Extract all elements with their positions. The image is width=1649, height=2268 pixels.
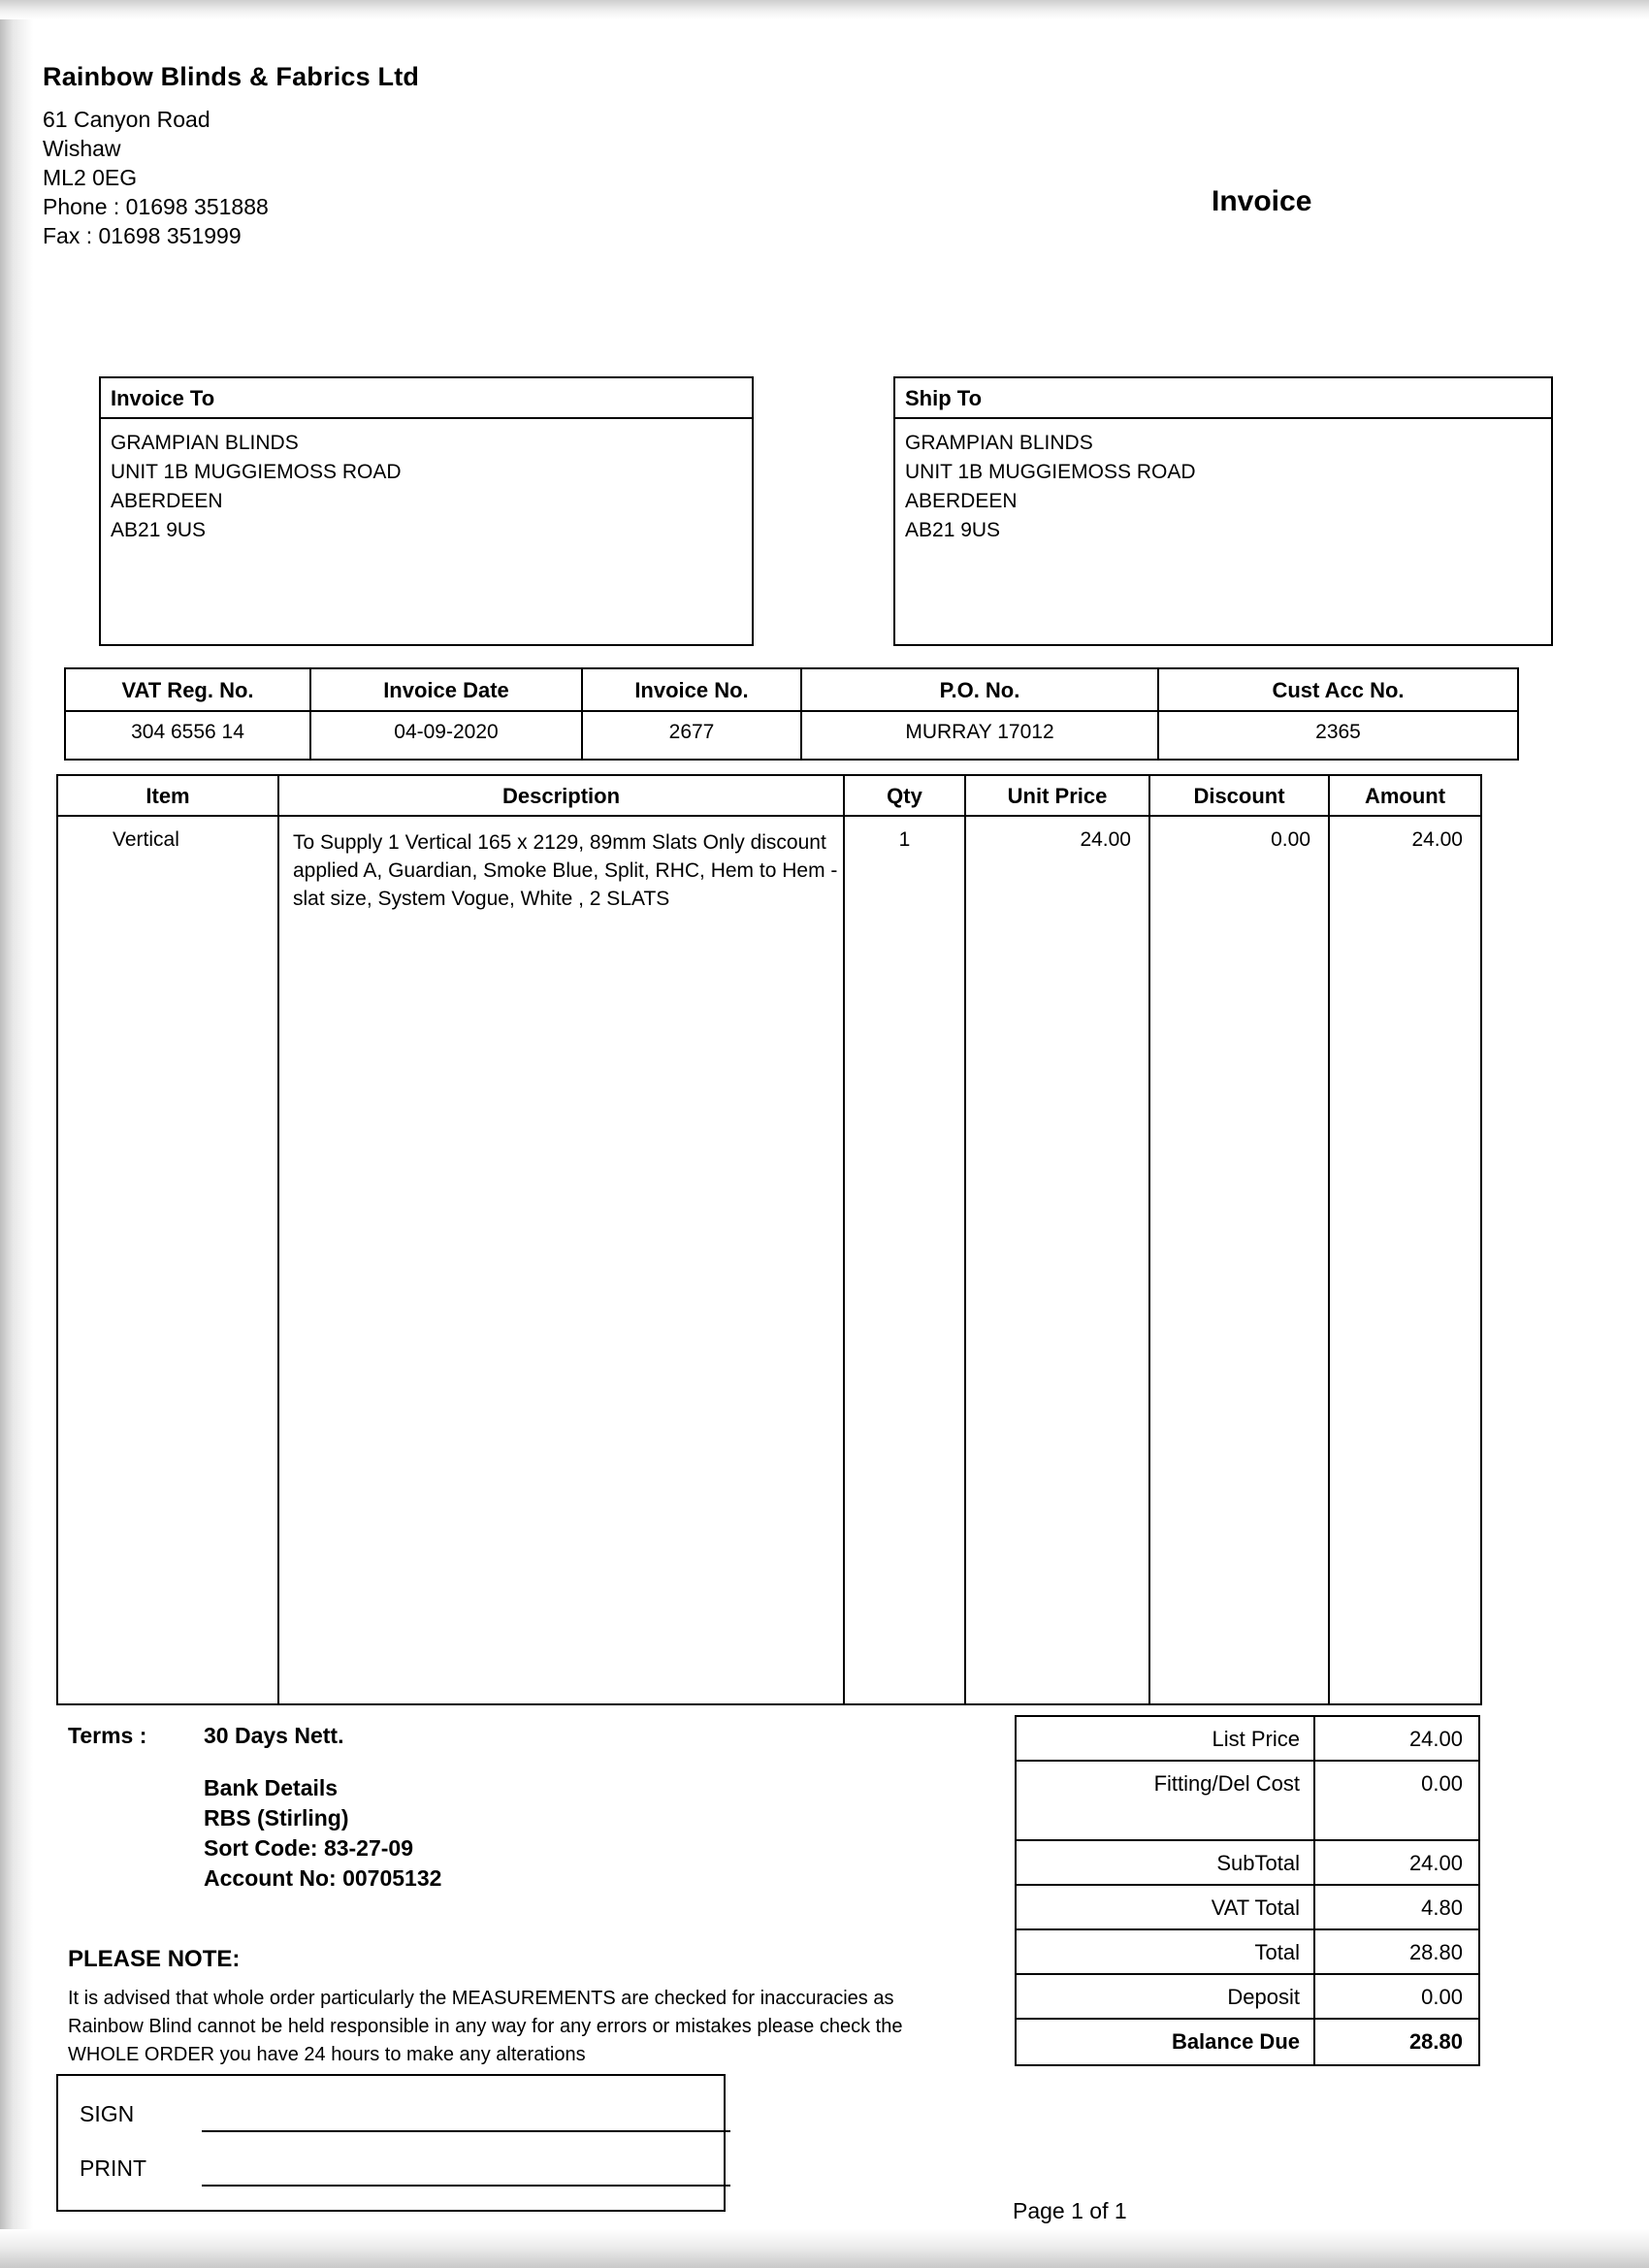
invoice-to-line-4: AB21 9US <box>111 519 207 541</box>
detail-invoice-date <box>311 669 583 759</box>
totals-row-vat-total <box>1017 1886 1478 1930</box>
totals-label-vat-total: VAT Total <box>1017 1886 1315 1928</box>
print-label: PRINT <box>80 2155 146 2181</box>
totals-label-deposit: Deposit <box>1017 1975 1315 2018</box>
detail-cust-acc-no-value: 2365 <box>1315 721 1361 743</box>
ship-to-box <box>893 376 1553 646</box>
detail-invoice-no-header: Invoice No. <box>583 669 800 712</box>
totals-label-subtotal: SubTotal <box>1017 1841 1315 1884</box>
header-qty: Qty <box>845 776 966 815</box>
totals-value-total: 28.80 <box>1408 1940 1463 1964</box>
totals-value-fitting-del-cost: 0.00 <box>1421 1771 1463 1796</box>
totals-row-fitting-del-cost <box>1017 1762 1478 1841</box>
cell-description: To Supply 1 Vertical 165 x 2129, 89mm Slats Only discount applied A, Guardian, Smoke Blue, Split, RHC, Hem to Hem - slat size, System Vogue, White , 2 SLATS <box>279 817 845 1703</box>
cell-item: Vertical <box>58 817 279 1703</box>
detail-po-no-header: P.O. No. <box>802 669 1157 712</box>
bank-sort-code: Sort Code: 83-27-09 <box>204 1835 414 1861</box>
company-fax: Fax : 01698 351999 <box>43 223 242 248</box>
company-name: Rainbow Blinds & Fabrics Ltd <box>43 62 420 91</box>
company-phone: Phone : 01698 351888 <box>43 194 269 219</box>
ship-to-line-4: AB21 9US <box>905 519 1001 541</box>
detail-vat-reg-value: 304 6556 14 <box>131 721 244 743</box>
document-title: Invoice <box>1212 185 1312 217</box>
ship-to-address <box>905 429 1196 545</box>
totals-row-deposit <box>1017 1975 1478 2020</box>
ship-to-line-1: GRAMPIAN BLINDS <box>905 432 1093 454</box>
bank-account-no: Account No: 00705132 <box>204 1865 442 1891</box>
detail-invoice-no <box>583 669 802 759</box>
terms-label: Terms : <box>68 1723 147 1748</box>
header-item: Item <box>58 776 279 815</box>
totals-table <box>1015 1715 1480 2066</box>
header-amount: Amount <box>1364 784 1446 808</box>
ship-to-title: Ship To <box>895 378 1551 419</box>
invoice-to-line-2: UNIT 1B MUGGIEMOSS ROAD <box>111 461 402 483</box>
bank-details <box>204 1773 441 1894</box>
detail-po-no-value: MURRAY 17012 <box>905 721 1054 743</box>
bank-details-title: Bank Details <box>204 1775 339 1800</box>
bank-name: RBS (Stirling) <box>204 1805 349 1831</box>
detail-invoice-date-header: Invoice Date <box>311 669 581 712</box>
totals-row-balance-due <box>1017 2020 1478 2064</box>
page-number: Page 1 of 1 <box>1013 2198 1127 2223</box>
sign-label: SIGN <box>80 2101 135 2126</box>
totals-row-subtotal <box>1017 1841 1478 1886</box>
totals-row-list-price <box>1017 1717 1478 1762</box>
sign-line[interactable] <box>202 2130 730 2132</box>
scan-edge-left <box>0 0 33 2268</box>
notice-body: It is advised that whole order particularly the MEASUREMENTS are checked for inaccuracies as Rainbow Blind cannot be held responsible in any way for any errors or mistakes please check the WHOLE ORDER you have 24 hours to make any alterations <box>68 1988 903 2065</box>
company-address-line3: ML2 0EG <box>43 165 138 190</box>
print-line[interactable] <box>202 2185 730 2187</box>
ship-to-line-3: ABERDEEN <box>905 490 1018 512</box>
detail-invoice-no-value: 2677 <box>668 721 715 743</box>
totals-value-list-price: 24.00 <box>1408 1727 1463 1751</box>
header-unit-price: Unit Price <box>966 776 1150 815</box>
header-description: Description <box>279 776 845 815</box>
detail-cust-acc-no <box>1159 669 1517 759</box>
invoice-sheet <box>33 16 1624 2247</box>
cell-discount: 0.00 <box>1150 817 1330 1703</box>
ship-to-line-2: UNIT 1B MUGGIEMOSS ROAD <box>905 461 1196 483</box>
invoice-to-address <box>111 429 402 545</box>
notice-heading: PLEASE NOTE: <box>68 1946 241 1972</box>
totals-label-balance-due: Balance Due <box>1017 2020 1315 2064</box>
cell-amount: 24.00 <box>1411 828 1463 851</box>
cell-qty: 1 <box>845 817 966 1703</box>
detail-vat-reg <box>66 669 311 759</box>
detail-cust-acc-no-header: Cust Acc No. <box>1159 669 1517 712</box>
cell-unit-price: 24.00 <box>966 817 1150 1703</box>
totals-label-fitting-del-cost: Fitting/Del Cost <box>1017 1762 1315 1839</box>
detail-po-no <box>802 669 1159 759</box>
invoice-to-box <box>99 376 754 646</box>
totals-value-balance-due: 28.80 <box>1408 2029 1463 2054</box>
detail-vat-reg-header: VAT Reg. No. <box>66 669 309 712</box>
line-items-table <box>56 774 1482 1705</box>
totals-label-list-price: List Price <box>1017 1717 1315 1760</box>
totals-row-total <box>1017 1930 1478 1975</box>
invoice-to-line-1: GRAMPIAN BLINDS <box>111 432 299 454</box>
signature-box <box>56 2074 726 2212</box>
line-items-body <box>58 817 1480 1703</box>
totals-label-total: Total <box>1017 1930 1315 1973</box>
company-address <box>43 105 269 250</box>
line-items-header-row <box>58 776 1480 817</box>
invoice-to-line-3: ABERDEEN <box>111 490 223 512</box>
detail-invoice-date-value: 04-09-2020 <box>394 721 499 743</box>
terms-value: 30 Days Nett. <box>204 1723 344 1748</box>
invoice-details-strip <box>64 667 1519 761</box>
company-address-line2: Wishaw <box>43 136 121 161</box>
header-discount: Discount <box>1150 776 1330 815</box>
invoice-to-title: Invoice To <box>101 378 752 419</box>
totals-value-deposit: 0.00 <box>1421 1985 1463 2009</box>
company-address-line1: 61 Canyon Road <box>43 107 210 132</box>
totals-value-subtotal: 24.00 <box>1408 1851 1463 1875</box>
totals-value-vat-total: 4.80 <box>1421 1895 1463 1920</box>
